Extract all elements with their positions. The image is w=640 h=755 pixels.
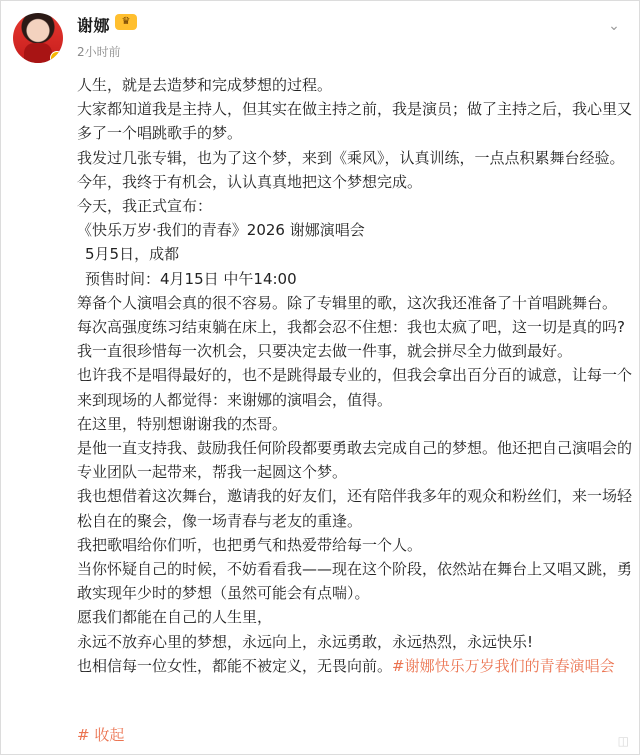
crown-badge-icon: ♛ <box>115 14 137 30</box>
user-name[interactable]: 谢娜 <box>77 16 111 35</box>
post-line: 我一直很珍惜每一次机会，只要决定去做一件事，就会拼尽全力做到最好。 <box>77 342 573 361</box>
post-line: 5月5日，成都 <box>85 245 180 264</box>
post-line: 每次高强度练习结束躺在床上，我都会忍不住想：我也太疯了吧，这一切是真的吗? <box>77 318 625 337</box>
post-line: 当你怀疑自己的时候，不妨看看我——现在这个阶段，依然站在舞台上又唱又跳，勇敢实现年少时的梦想（虽然可能会有点喘）。 <box>77 560 633 603</box>
avatar-figure <box>24 43 52 63</box>
post-header <box>13 9 627 63</box>
post-line: 人生，就是去造梦和完成梦想的过程。 <box>77 76 333 94</box>
post-line: 预售时间：4月15日 中午14:00 <box>85 269 297 288</box>
post-line: 我把歌唱给你们听，也把勇气和热爱带给每一个人。 <box>77 535 423 554</box>
post-line: 在这里，特别想谢谢我的杰哥。 <box>77 414 288 433</box>
post-body <box>77 73 637 678</box>
watermark-icon: ◫ <box>617 734 629 748</box>
post-line-text: 也相信每一位女性，都能不被定义，无畏向前。 <box>77 656 393 675</box>
avatar-verified-badge-icon <box>50 51 63 63</box>
post-line: 我发过几张专辑，也为了这个梦，来到《乘风》，认真训练，一点点积累舞台经验。 <box>77 148 625 167</box>
post-line: 《快乐万岁·我们的青春》2026 谢娜演唱会 <box>77 221 365 240</box>
post-time: 2小时前 <box>77 45 121 59</box>
post-line: 我也想借着这次舞台，邀请我的好友们，还有陪伴我多年的观众和粉丝们，来一场轻松自在的聚会，像一场青春与老友的重逢。 <box>77 487 633 530</box>
post-last-line <box>77 654 637 678</box>
post-line: 大家都知道我是主持人，但其实在做主持之前，我是演员；做了主持之后，我心里又多了一个唱跳歌手的梦。 <box>77 100 633 143</box>
chevron-down-icon[interactable]: ⌄ <box>608 18 620 34</box>
post-line: 是他一直支持我、鼓励我任何阶段都要勇敢去完成自己的梦想。他还把自己演唱会的专业团队一起带来，帮我一起圆这个梦。 <box>77 439 633 482</box>
post-line: 今年，我终于有机会，认认真真地把这个梦想完成。 <box>77 172 423 191</box>
collapse-button[interactable]: # 收起 <box>77 726 125 744</box>
avatar[interactable] <box>13 13 63 63</box>
post-line: 今天，我正式宣布： <box>77 197 213 216</box>
hashtag-link[interactable]: #谢娜快乐万岁我们的青春演唱会 <box>392 656 615 675</box>
post-line: 永远不放弃心里的梦想，永远向上，永远勇敢，永远热烈，永远快乐! <box>77 632 534 651</box>
post-line: 筹备个人演唱会真的很不容易。除了专辑里的歌，这次我还准备了十首唱跳舞台。 <box>77 293 618 312</box>
post-line: 愿我们都能在自己的人生里， <box>77 608 273 627</box>
post-line: 也许我不是唱得最好的，也不是跳得最专业的，但我会拿出百分百的诚意，让每一个来到现场的人都觉得：来谢娜的演唱会，值得。 <box>77 366 633 409</box>
